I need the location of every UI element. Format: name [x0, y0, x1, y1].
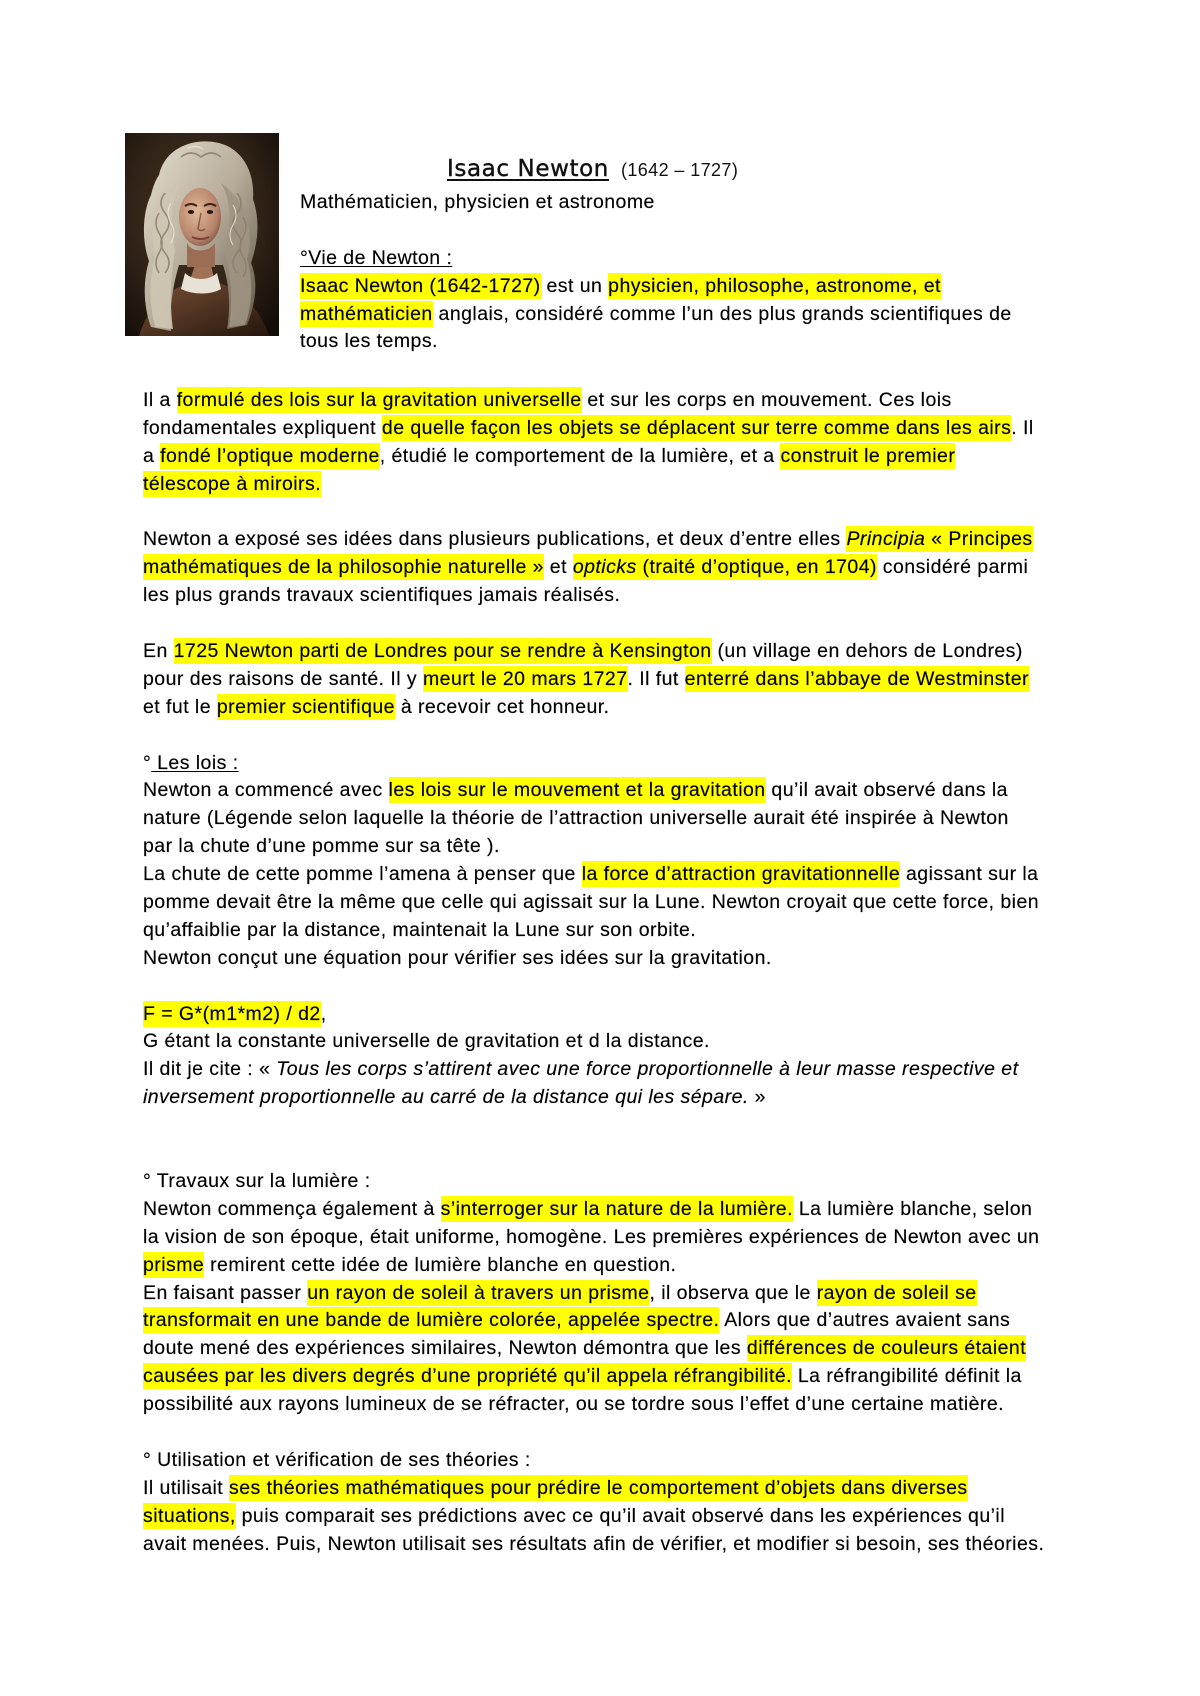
- text-run: La réfrangibilité définit la: [792, 1365, 1022, 1388]
- text-line: [143, 945, 1044, 973]
- text-line: [143, 1280, 1044, 1308]
- text-line: [143, 526, 1044, 554]
- highlighted-text: télescope à miroirs.: [143, 472, 322, 495]
- text-line: [143, 1001, 1044, 1029]
- text-line: [143, 889, 1044, 917]
- text-run: La chute de cette pomme l’amena à penser que: [143, 863, 582, 886]
- paragraph-utilisation: [143, 1475, 1044, 1559]
- text-line: [143, 1307, 1044, 1335]
- text-run: Alors que d’autres avaient sans: [719, 1309, 1011, 1332]
- text-run: Il dit je cite : «: [143, 1058, 277, 1081]
- text-run: (un village en dehors de Londres): [711, 640, 1023, 663]
- body-text-block: [143, 387, 1044, 1558]
- text-run: G étant la constante universelle de gravitation et d la distance.: [143, 1030, 710, 1053]
- text-line: [143, 861, 1044, 889]
- text-run: ° Travaux sur la lumière :: [143, 1169, 371, 1192]
- highlighted-text: différences de couleurs étaient: [746, 1337, 1027, 1360]
- page-title: Isaac Newton: [447, 156, 609, 182]
- highlighted-text: les lois sur le mouvement et la gravitation: [388, 779, 766, 802]
- paragraph-publications: [143, 526, 1044, 610]
- highlighted-text: formulé des lois sur la gravitation universelle: [176, 389, 582, 411]
- paragraph-gravitation: [143, 387, 1044, 499]
- text-line: [143, 1503, 1044, 1531]
- highlighted-text: enterré dans l’abbaye de Westminster: [684, 667, 1029, 690]
- text-line: [143, 1363, 1044, 1391]
- text-run: considéré parmi: [876, 556, 1029, 579]
- text-line: [143, 1196, 1044, 1224]
- text-run: est un: [540, 274, 609, 297]
- text-run: Il a: [143, 389, 177, 411]
- text-line: [143, 1252, 1044, 1280]
- highlighted-text: premier scientifique: [216, 695, 395, 718]
- text-line: [300, 328, 1012, 356]
- text-run: , étudié le comportement de la lumière, et a: [379, 444, 781, 467]
- text-line: [143, 443, 1044, 471]
- text-run: Newton commença également à: [143, 1197, 441, 1220]
- highlighted-text: opticks: [572, 556, 637, 579]
- highlighted-text: causées par les divers degrés d’une propriété qu’il appela réfrangibilité.: [143, 1365, 792, 1388]
- highlighted-text: meurt le 20 mars 1727: [422, 667, 628, 690]
- highlighted-text: (traité d’optique, en 1704): [636, 556, 877, 579]
- title-dates: (1642 – 1727): [620, 160, 739, 180]
- text-run: remirent cette idée de lumière blanche en question.: [204, 1253, 677, 1276]
- highlighted-text: 1725 Newton parti de Londres pour se rendre à Kensington: [173, 640, 712, 663]
- section-heading-lumiere: [143, 1168, 1044, 1196]
- text-run: la vision de son époque, était uniforme, homogène. Les premières expériences de Newton avec un: [143, 1225, 1040, 1248]
- text-run: ° Utilisation et vérification de ses théories :: [143, 1448, 531, 1471]
- highlighted-text: un rayon de soleil à travers un prisme: [307, 1281, 650, 1304]
- underlined-text: Les lois :: [151, 751, 239, 774]
- highlighted-text: rayon de soleil se: [816, 1281, 977, 1304]
- text-line: [143, 638, 1044, 666]
- highlighted-text: mathématiques de la philosophie naturelle »: [143, 556, 544, 579]
- paragraph-lumiere: [143, 1196, 1044, 1419]
- highlighted-text: construit le premier: [780, 444, 956, 467]
- text-run: tous les temps.: [300, 330, 438, 353]
- text-line: [143, 1056, 1044, 1084]
- text-line: [143, 777, 1044, 805]
- highlighted-text: s’interroger sur la nature de la lumière.: [440, 1197, 793, 1220]
- highlighted-text: transformait en une bande de lumière colorée, appelée spectre.: [143, 1309, 720, 1332]
- text-run: En faisant passer: [143, 1281, 308, 1304]
- text-line: [143, 1391, 1044, 1419]
- text-run: doute mené des expériences similaires, Newton démontra que les: [143, 1337, 747, 1360]
- text-line: [143, 1084, 1044, 1112]
- text-run: a: [143, 444, 161, 467]
- text-run: Il utilisait: [143, 1476, 230, 1499]
- text-line: [300, 273, 1012, 301]
- text-line: [300, 245, 1012, 273]
- text-line: [143, 415, 1044, 443]
- paragraph-lois: [143, 777, 1044, 972]
- highlighted-text: « Principes: [925, 528, 1033, 551]
- paragraph-vie: [300, 273, 1012, 357]
- subtitle: Mathématicien, physicien et astronome: [300, 191, 655, 213]
- title-row: [447, 153, 738, 185]
- text-run: avait menées. Puis, Newton utilisait ses résultats afin de vérifier, et modifier si besoin, ses théories.: [143, 1532, 1045, 1555]
- text-run: . Il: [1011, 416, 1034, 439]
- highlighted-text: mathématicien: [300, 302, 433, 325]
- text-run: fondamentales expliquent: [143, 416, 382, 439]
- text-line: [143, 554, 1044, 582]
- text-run: et sur les corps en mouvement. Ces lois: [581, 389, 952, 411]
- text-run: agissant sur la: [900, 863, 1039, 886]
- section-heading-lois: [143, 750, 1044, 778]
- text-run: possibilité aux rayons lumineux de se réfracter, ou se tordre sous l’effet d’une certaine matière.: [143, 1393, 1005, 1416]
- text-run: anglais, considéré comme l’un des plus grands scientifiques de: [432, 302, 1012, 325]
- text-line: [143, 1475, 1044, 1503]
- italic-text: inversement proportionnelle au carré de la distance qui les sépare.: [143, 1086, 749, 1109]
- text-run: et fut le: [143, 695, 217, 718]
- highlighted-text: de quelle façon les objets se déplacent sur terre comme dans les airs: [381, 416, 1012, 439]
- text-line: [143, 1531, 1044, 1559]
- highlighted-text: prisme: [143, 1253, 205, 1276]
- underlined-text: °Vie de Newton :: [300, 246, 453, 269]
- header-text-block: [300, 189, 1012, 356]
- portrait-painting: [125, 133, 279, 336]
- text-line: [143, 833, 1044, 861]
- text-run: ,: [320, 1002, 327, 1025]
- text-line: [143, 1447, 1044, 1475]
- text-run: puis comparait ses prédictions avec ce qu’il avait observé dans les expériences qu’il: [235, 1504, 1005, 1527]
- text-run: »: [748, 1086, 766, 1109]
- text-line: [143, 387, 1044, 415]
- highlighted-text: Isaac Newton (1642-1727): [300, 274, 541, 297]
- text-run: pour des raisons de santé. Il y: [143, 667, 423, 690]
- text-line: [143, 750, 1044, 778]
- text-run: En: [143, 640, 174, 663]
- text-run: qu’il avait observé dans la: [765, 779, 1008, 802]
- highlighted-text: la force d’attraction gravitationnelle: [581, 863, 901, 886]
- text-run: et: [543, 556, 573, 579]
- text-line: [143, 1028, 1044, 1056]
- highlighted-text: situations,: [143, 1504, 236, 1527]
- text-line: [143, 582, 1044, 610]
- text-run: °: [143, 751, 152, 774]
- text-run: La lumière blanche, selon: [792, 1197, 1033, 1220]
- highlighted-text: ses théories mathématiques pour prédire le comportement d’objets dans diverses: [229, 1476, 968, 1499]
- text-line: [143, 805, 1044, 833]
- text-run: , il observa que le: [649, 1281, 817, 1304]
- text-line: [143, 666, 1044, 694]
- newton-portrait: [125, 133, 279, 336]
- text-line: [143, 1224, 1044, 1252]
- text-run: à recevoir cet honneur.: [394, 695, 610, 718]
- text-run: qu’affaiblie par la distance, maintenait la Lune sur son orbite.: [143, 918, 697, 941]
- text-run: Newton a commencé avec: [143, 779, 389, 802]
- text-run: . Il fut: [627, 667, 685, 690]
- italic-text: Tous les corps s’attirent avec une force proportionnelle à leur masse respective et: [276, 1058, 1019, 1081]
- highlighted-text: F = G*(m1*m2) / d2: [143, 1002, 321, 1025]
- highlighted-text: fondé l’optique moderne: [160, 444, 380, 467]
- text-run: pomme devait être la même que celle qui agissait sur la Lune. Newton croyait que cette force, bien: [143, 891, 1040, 914]
- highlighted-text: physicien, philosophe, astronome, et: [608, 274, 941, 297]
- text-line: [143, 471, 1044, 499]
- text-run: Newton conçut une équation pour vérifier ses idées sur la gravitation.: [143, 946, 772, 969]
- text-run: les plus grands travaux scientifiques jamais réalisés.: [143, 584, 621, 607]
- text-line: [143, 694, 1044, 722]
- section-heading-utilisation: [143, 1447, 1044, 1475]
- paragraph-death: [143, 638, 1044, 722]
- text-line: [143, 1168, 1044, 1196]
- text-line: [143, 917, 1044, 945]
- section-heading-vie: [300, 245, 1012, 273]
- text-run: Newton a exposé ses idées dans plusieurs publications, et deux d’entre elles: [143, 528, 847, 551]
- paragraph-formula: [143, 1001, 1044, 1113]
- highlighted-text: Principia: [846, 528, 926, 551]
- text-line: [300, 301, 1012, 329]
- text-line: [143, 1335, 1044, 1363]
- text-run: par la chute d’une pomme sur sa tête ).: [143, 835, 500, 858]
- text-run: nature (Légende selon laquelle la théorie de l’attraction universelle aurait été inspirée à Newton: [143, 807, 1009, 830]
